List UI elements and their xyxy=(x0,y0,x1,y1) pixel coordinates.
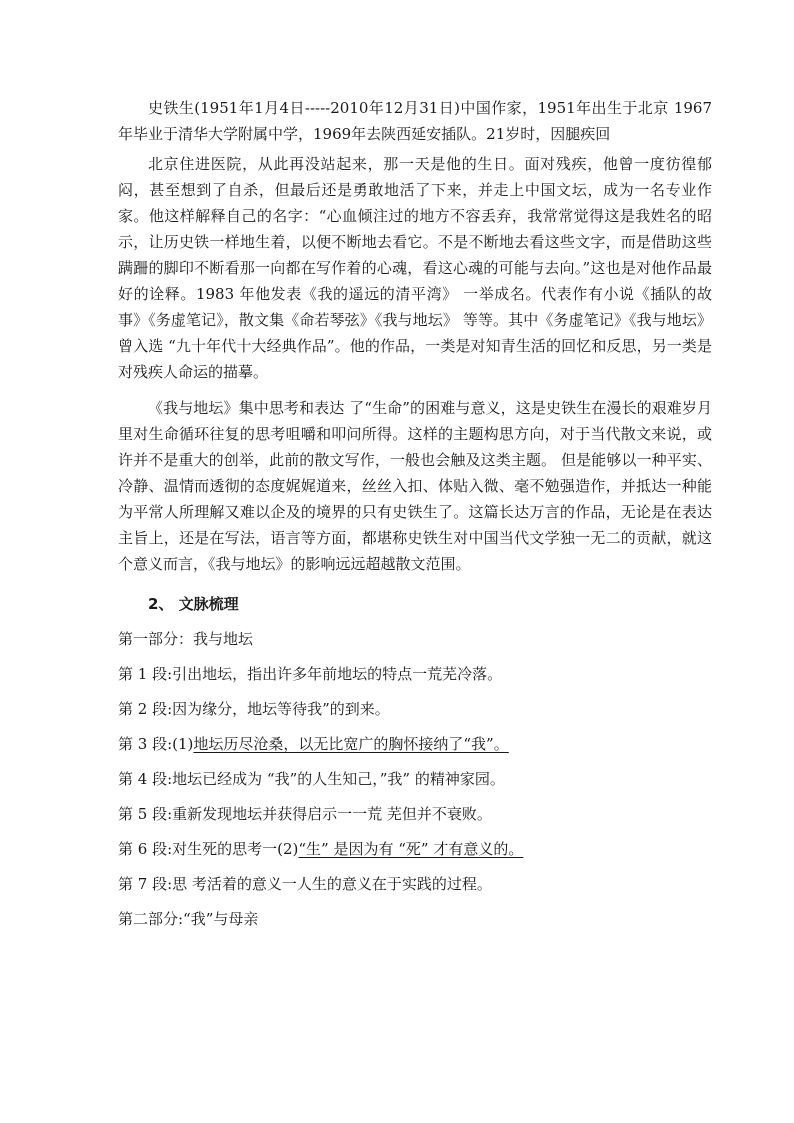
outline-item-1: 第 1 段:引出地坛，指出许多年前地坛的特点一荒芜冷落。 xyxy=(118,665,503,683)
bio-paragraph-1: 史铁生(1951年1月4日-----2010年12月31日)中国作家，1951年出生于北京 1967年毕业于清华大学附属中学，1969年去陕西延安插队。21岁时，因腿疾回 xyxy=(118,99,712,143)
outline-item-3 xyxy=(118,731,712,757)
outline-item-6 xyxy=(118,836,712,862)
part-two-title: 第二部分:“我”与母亲 xyxy=(118,910,259,928)
part-one-title: 第一部分：我与地坛 xyxy=(118,630,254,648)
outline-item-3-underlined: 地坛历尽沧桑，以无比宽广的胸怀接纳了“我”。 xyxy=(193,735,509,753)
outline-item-4: 第 4 段:地坛已经成为 “我”的人生知己，”我” 的精神家园。 xyxy=(118,770,505,788)
section-heading: 2、 文脉梳理 xyxy=(148,595,239,613)
bio-paragraph-2: 北京住进医院，从此再没站起来，那一天是他的生日。面对残疾，他曾一度彷徨郁闷，甚至想到了自杀，但最后还是勇敢地活了下来，并走上中国文坛，成为一名专业作家。他这样解释自己的名字：“心血倾注过的地方不容丢弃，我常常觉得这是我姓名的昭示，让历史铁一样地生着，以便不断地去看它。不是不断地去看这些文字，而是借助这些蹒跚的脚印不断看那一向都在写作着的心魂，看这心魂的可能与去向。”这也是对他作品最好的诠释。1983 年他发表《我的遥远的清平湾》 一举成名。代表作有小说《插队的故事》《务虚笔记》，散文集《命若琴弦》《我与地坛》 等等。其中《务虚笔记》《我与地坛》曾入选 “九十年代十大经典作品”。他的作品，一类是对知青生活的回忆和反思，另一类是对残疾人命运的描摹。 xyxy=(118,155,712,381)
outline-item-7: 第 7 段:思 考活着的意义一人生的意义在于实践的过程。 xyxy=(118,875,492,893)
outline-item-6-underlined: “生” 是因为有 “死” 才有意义的。 xyxy=(298,840,524,858)
outline-item-6-prefix: 第 6 段:对生死的思考一(2) xyxy=(118,840,299,858)
outline-item-5: 第 5 段:重新发现地坛并获得启示一一荒 芜但并不衰败。 xyxy=(118,805,492,823)
outline-item-2: 第 2 段:因为缘分，地坛等待我”的到来。 xyxy=(118,700,390,718)
theme-paragraph: 《我与地坛》集中思考和表达 了“生命”的困难与意义，这是史铁生在漫长的艰难岁月里对生命循环往复的思考咀嚼和叩问所得。这样的主题构思方向，对于当代散文来说，或许并不是重大的创举，此前的散文写作，一般也会触及这类主题。 但是能够以一种平实、冷静、温情而透彻的态度娓娓道来，丝丝入扣、体贴入微、毫不勉强造作，并抵达一种能为平常人所理解又难以企及的境界的只有史铁生了。这篇长达万言的作品，无论是在表达主旨上，还是在写法，语言等方面，都堪称史铁生对中国当代文学独一无二的贡献，就这个意义而言，《我与地坛》的影响远远超越散文范围。 xyxy=(118,399,712,573)
outline-item-3-prefix: 第 3 段:(1) xyxy=(118,735,194,753)
